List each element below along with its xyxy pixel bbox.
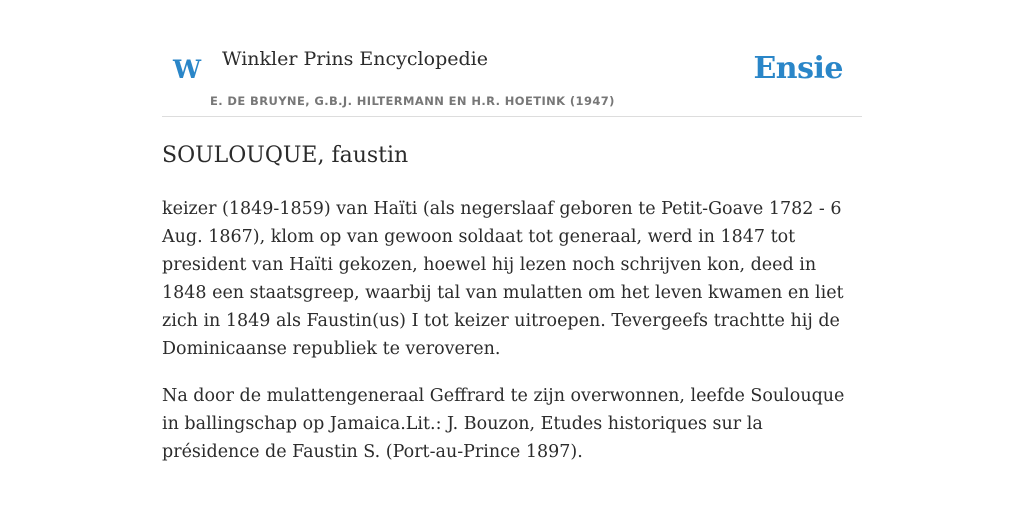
entry-paragraph-2: Na door de mulattengeneraal Geffrard te zijn overwonnen, leefde Soulouque in ballingschap op Jamaica.Lit.: J. Bouzon, Etudes historiques sur la présidence de Faustin S. (Port-au-Prince 1897). <box>162 386 845 462</box>
authors-line: E. DE BRUYNE, G.B.J. HILTERMANN EN H.R. HOETINK (1947) <box>210 94 615 108</box>
ensie-brand-logo[interactable]: Ensie <box>753 51 843 86</box>
article-page <box>162 0 862 466</box>
encyclopedia-header <box>162 0 862 117</box>
publication-title[interactable]: Winkler Prins Encyclopedie <box>222 48 488 70</box>
entry-title: SOULOUQUE, faustin <box>162 143 409 168</box>
winkler-prins-logo-icon[interactable]: W <box>173 55 202 84</box>
entry-paragraph-1: keizer (1849-1859) van Haïti (als negerslaaf geboren te Petit-Goave 1782 - 6 Aug. 1867), klom op van gewoon soldaat tot generaal, werd in 1847 tot president van Haïti gekozen, hoewel hij lezen noch schrijven kon, deed in 1848 een staatsgreep, waarbij tal van mulatten om het leven kwamen en liet zich in 1849 als Faustin(us) I tot keizer uitroepen. Tevergeefs trachtte hij de Dominicaanse republiek te veroveren. <box>162 199 844 359</box>
